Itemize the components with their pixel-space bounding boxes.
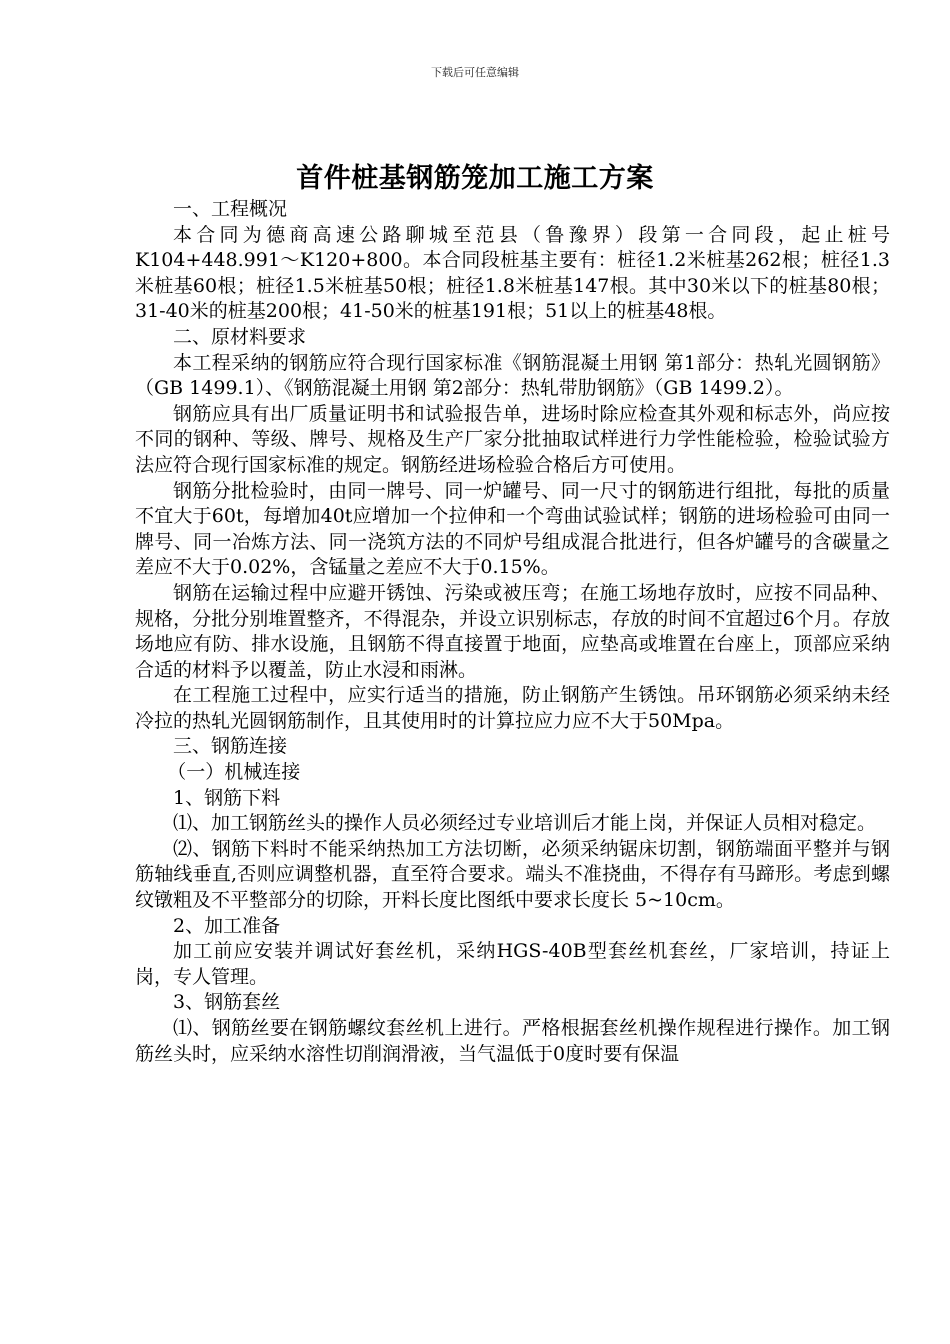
paragraph-overview: 本合同为德商高速公路聊城至范县（鲁豫界）段第一合同段，起止桩号K104+448.991～K120+800。本合同段桩基主要有：桩径1.2米桩基262根；桩径1.3米桩基60根；桩径1.5米桩基50根；桩径1.8米桩基147根。其中30米以下的桩基80根；31-40米的桩基200根；41-50米的桩基191根；51以上的桩基48根。 [135,223,890,323]
section-heading-overview: 一、工程概况 [173,198,288,220]
document-body [135,197,890,1067]
paragraph-cutting-1: ⑴、加工钢筋丝头的操作人员必须经过专业培训后才能上岗，并保证人员相对稳定。 [173,812,877,835]
page-header-note: 下载后可任意编辑 [431,66,519,79]
paragraph-corrosion: 在工程施工过程中，应实行适当的措施，防止钢筋产生锈蚀。吊环钢筋必须采纳未经冷拉的热轧光圆钢筋制作，且其使用时的计算拉应力应不大于50Mpa。 [135,684,890,732]
paragraph-batch-inspection: 钢筋分批检验时，由同一牌号、同一炉罐号、同一尺寸的钢筋进行组批，每批的质量不宜大于60t，每增加40t应增加一个拉伸和一个弯曲试验试样；钢筋的进场检验可由同一牌号、同一冶炼方法、同一浇筑方法的不同炉号组成混合批进行，但各炉罐号的含碳量之差应不大于0.02%，含锰量之差应不大于0.15%。 [135,479,890,579]
paragraph-standards: 本工程采纳的钢筋应符合现行国家标准《钢筋混凝土用钢 第1部分：热轧光圆钢筋》（GB 1499.1）、《钢筋混凝土用钢 第2部分：热轧带肋钢筋》（GB 1499.2）。 [135,351,890,400]
item-heading-preparation: 2、加工准备 [173,914,281,937]
paragraph-cutting-2: ⑵、钢筋下料时不能采纳热加工方法切断，必须采纳锯床切割，钢筋端面平整并与钢筋轴线垂直,否则应调整机器，直至符合要求。端头不准挠曲，不得存有马蹄形。考虑到螺纹镦粗及不平整部分的切除，开料长度比图纸中要求长度长 5~10cm。 [135,837,890,912]
item-heading-threading: 3、钢筋套丝 [173,991,281,1014]
paragraph-threading-1: ⑴、钢筋丝要在钢筋螺纹套丝机上进行。严格根据套丝机操作规程进行操作。加工钢筋丝头时，应采纳水溶性切削润滑液，当气温低于0度时要有保温 [135,1017,890,1065]
item-heading-cutting: 1、钢筋下料 [173,786,281,809]
subsection-heading-mechanical: （一）机械连接 [167,761,301,784]
section-heading-materials: 二、原材料要求 [173,325,307,348]
paragraph-storage: 钢筋在运输过程中应避开锈蚀、污染或被压弯；在施工场地存放时，应按不同品种、规格，分批分别堆置整齐，不得混杂，并设立识别标志，存放的时间不宜超过6个月。存放场地应有防、排水设施，且钢筋不得直接置于地面，应垫高或堆置在台座上，顶部应采纳合适的材料予以覆盖，防止水浸和雨淋。 [135,581,890,681]
section-heading-connection: 三、钢筋连接 [173,735,288,758]
paragraph-preparation: 加工前应安装并调试好套丝机，采纳HGS-40B型套丝机套丝，厂家培训，持证上岗，专人管理。 [135,940,890,988]
document-title: 首件桩基钢筋笼加工施工方案 [296,163,654,194]
paragraph-certificates: 钢筋应具有出厂质量证明书和试验报告单，进场时除应检查其外观和标志外，尚应按不同的钢种、等级、牌号、规格及生产厂家分批抽取试样进行力学性能检验，检验试验方法应符合现行国家标准的规定。钢筋经进场检验合格后方可使用。 [135,402,890,476]
